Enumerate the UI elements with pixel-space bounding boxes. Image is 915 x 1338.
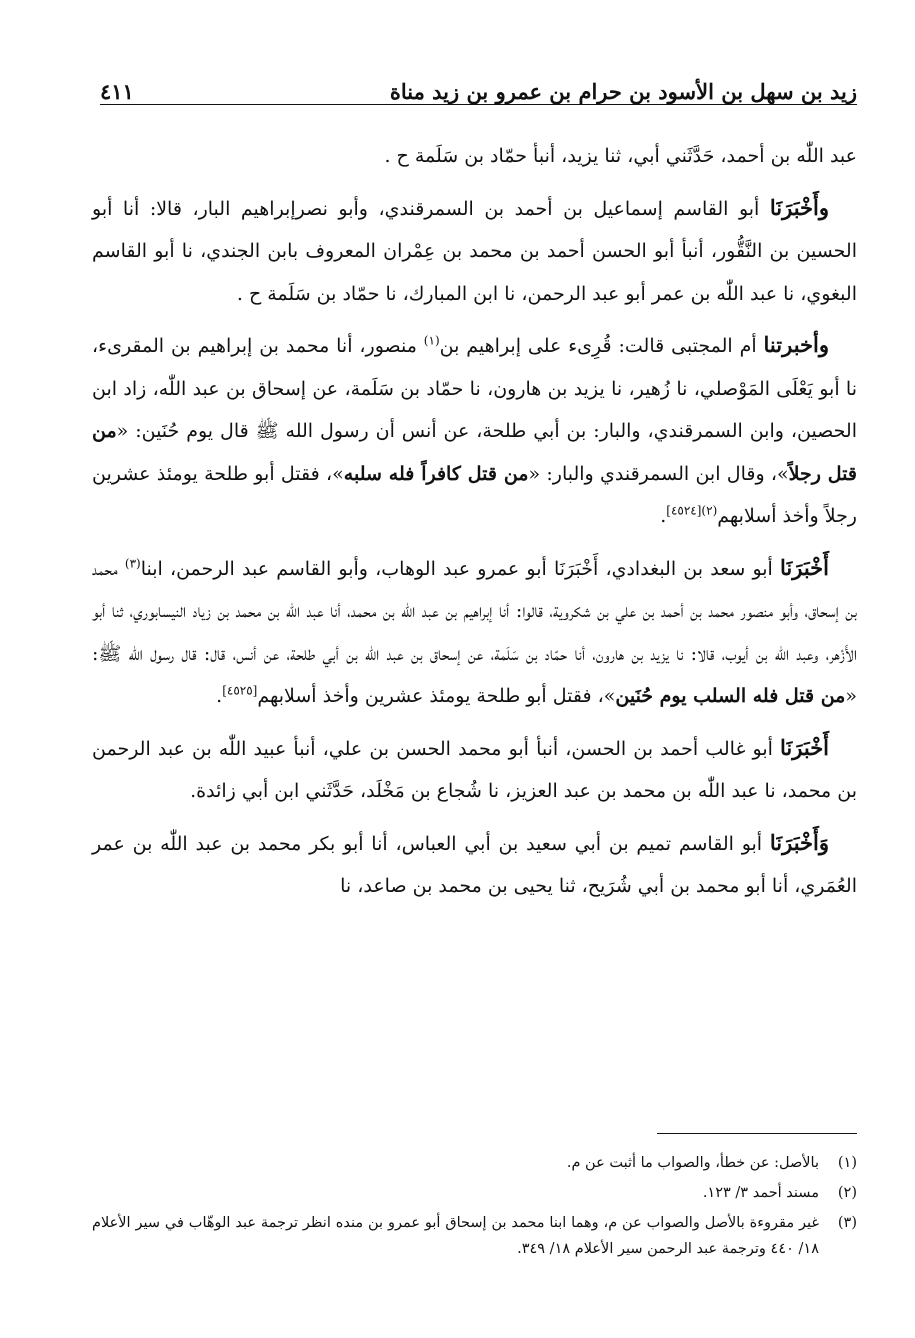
footnote-marker: (١) — [423, 333, 440, 348]
paragraph-text: »، فقتل أبو طلحة يومئذ عشرين وأخذ أسلابهم — [257, 685, 616, 707]
hadith-text: من قتل فله السلب يوم حُنَين — [615, 685, 846, 707]
paragraph-text: عبد اللّٰه بن أحمد، حَدَّثَني أبي، ثنا يزيد، أنبأ حمّاد بن سَلَمة ح . — [384, 145, 857, 167]
footnote-text: بالأصل: عن خطأ، والصواب ما أثبت عن م. — [566, 1155, 819, 1171]
footnote-text: غير مقروءة بالأصل والصواب عن م، وهما ابنا محمد بن إسحاق أبو عمرو بن منده انظر ترجمة عبد الوهّاب في سير الأعلام ١٨/ ٤٤٠ وترجمة عبد الرحمن سير الأعلام ١٨/ ٣٤٩. — [92, 1215, 819, 1257]
running-title: زيد بن سهل بن الأسود بن حرام بن عمرو بن زيد مناة — [389, 79, 857, 104]
footnote — [92, 1210, 857, 1262]
paragraph-text: أبو القاسم تميم بن أبي سعيد بن أبي العباس، أنا أبو بكر محمد بن عبد اللّٰه بن عمر العُمَري، أنا أبو محمد بن أبي شُرَيح، ثنا يحيى بن محمد بن صاعد، نا — [92, 832, 857, 897]
isnad-keyword: وَأَخْبَرَنَا — [769, 829, 829, 855]
paragraph-text: منصور، أنا محمد بن إبراهيم بن المقرىء، نا أبو يَعْلَى المَوْصلي، نا زُهير، نا يزيد بن هارون، نا حمّاد بن سَلَمة، عن إسحاق بن عبد اللّٰه، زاد ابن الحصين، وابن السمرقندي، والبار: بن أبي طلحة، عن أنس أن رسول الله ﷺ قال يوم حُنَين: « — [92, 335, 857, 442]
paragraph — [92, 727, 857, 813]
paragraph-text: أم المجتبى قالت: قُرِىء على إبراهيم بن — [439, 335, 764, 357]
isnad-keyword: أَخْبَرَنَا — [780, 554, 829, 580]
footnote-number: (٣) — [837, 1215, 857, 1231]
paragraph-text: أبو القاسم إسماعيل بن أحمد بن السمرقندي، وأبو نصرإبراهيم البار، قالا: أنا أبو الحسين بن النَّقُّور، أنبأ أبو الحسن أحمد بن محمد بن عِمْران المعروف بابن الجندي، نا أبو القاسم البغوي، نا عبد اللّٰه بن عمر أبو عبد الرحمن، نا ابن المبارك، نا حمّاد بن سَلَمة ح . — [92, 197, 857, 305]
paragraph — [92, 822, 857, 908]
entry-number: [٤٥٢٤] — [666, 503, 702, 518]
entry-number: [٤٥٢٥] — [222, 683, 258, 698]
isnad-keyword: وأَخْبَرَنَا — [769, 194, 829, 220]
paragraph-end: . — [216, 685, 223, 707]
main-text — [92, 135, 857, 917]
footnote-marker: (٢) — [701, 503, 718, 518]
footnotes — [92, 1150, 857, 1266]
header-rule — [100, 104, 857, 105]
paragraph-text: أبو سعد بن البغدادي، أَخْبَرَنَا أبو عمرو عبد الوهاب، وأبو القاسم عبد الرحمن، ابنا — [140, 557, 781, 580]
footnote — [92, 1180, 857, 1206]
footnote-marker: (٣) — [124, 556, 141, 571]
paragraph-text: محمد بن إسحاق، وأبو منصور محمد بن أحمد بن علي بن شكروية، قالوا: أنا إبراهيم بن عبد اللّٰه بن محمد، أنا عبد اللّٰه بن محمد بن زياد النيسابوري، ثنا أبو الأَزْهر، وعبد اللّٰه بن أيوب، قالا: نا يزيد بن هارون، أنا حمّاد بن سَلَمة، عن إسحاق بن عبد اللّٰه بن أبي طلحة، عن أنس، قال: قال رسول الله ﷺ: « — [92, 557, 857, 707]
paragraph — [92, 547, 857, 718]
footnote-number: (١) — [837, 1155, 857, 1171]
isnad-keyword: وأخبرتنا — [763, 332, 829, 357]
paragraph-text: »، وقال ابن السمرقندي والبار: « — [528, 462, 789, 485]
paragraph-end: . — [660, 505, 667, 527]
paragraph-text: »، فقتل أبو طلحة يومئذ عشرين رجلاً وأخذ أسلابهم — [92, 462, 857, 527]
footnote — [92, 1150, 857, 1176]
footnote-rule — [657, 1133, 857, 1134]
footnote-number: (٢) — [837, 1185, 857, 1201]
hadith-text: من قتل كافراً فله سلبه — [343, 462, 529, 485]
paragraph — [92, 187, 857, 316]
running-header — [100, 64, 857, 104]
isnad-keyword: أَخْبَرَنَا — [780, 734, 830, 760]
paragraph-text: أبو غالب أحمد بن الحسن، أنبأ أبو محمد الحسن بن علي، أنبأ عبيد اللّٰه بن عبد الرحمن بن محمد، نا عبد اللّٰه بن محمد بن عبد العزيز، نا شُجاع بن مَخْلَد، حَدَّثَني ابن أبي زائدة. — [92, 737, 857, 802]
page-number: ٤١١ — [100, 79, 134, 104]
footnote-text: مسند أحمد ٣/ ١٢٣. — [702, 1185, 819, 1201]
paragraph — [92, 324, 857, 538]
paragraph — [92, 135, 857, 178]
hadith-text: من قتل رجلاً — [92, 420, 857, 485]
